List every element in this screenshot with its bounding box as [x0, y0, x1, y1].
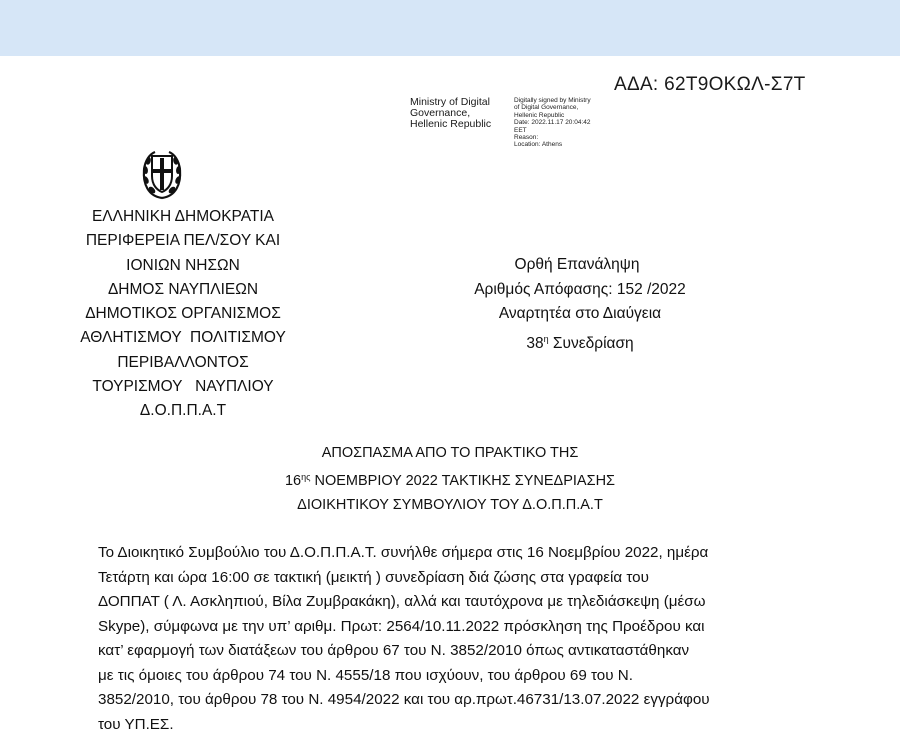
- signer-line: Governance,: [410, 107, 471, 119]
- body-line: 3852/2010, του άρθρου 78 του Ν. 4954/2022 και του αρ.πρωτ.46731/13.07.2022 εγγράφου: [98, 691, 710, 708]
- decision-label: Αριθμός Απόφασης:: [474, 280, 613, 298]
- authority-line: ΔΗΜΟΣ ΝΑΥΠΛΙΕΩΝ: [107, 280, 259, 298]
- signature-signer: [410, 97, 491, 130]
- authority-line: Δ.Ο.Π.Π.Α.Τ: [139, 402, 227, 420]
- signer-line: Ministry of Digital: [410, 96, 490, 108]
- excerpt-line: ΑΠΟΣΠΑΣΜΑ ΑΠΟ ΤΟ ΠΡΑΚΤΙΚΟ ΤΗΣ: [321, 445, 579, 461]
- decision-number-line: [400, 278, 760, 303]
- authority-line: ΠΕΡΙΒΑΛΛΟΝΤΟΣ: [117, 353, 249, 371]
- excerpt-date-rest: ΝΟΕΜΒΡΙΟΥ 2022 ΤΑΚΤΙΚΗΣ ΣΥΝΕΔΡΙΑΣΗΣ: [314, 473, 616, 489]
- excerpt-line: ΔΙΟΙΚΗΤΙΚΟΥ ΣΥΜΒΟΥΛΙΟΥ ΤΟΥ Δ.Ο.Π.Π.Α.Τ: [297, 497, 603, 513]
- session-line: [400, 327, 760, 357]
- decision-meta: [400, 253, 760, 356]
- ada-code: ΑΔΑ: 62Τ9ΟΚΩΛ-Σ7Τ: [614, 74, 806, 95]
- decision-number: 152 /2022: [616, 280, 686, 298]
- body-line: του ΥΠ.ΕΣ.: [98, 715, 174, 733]
- body-line: με τις όμοιες του άρθρου 74 του Ν. 4555/18 που ισχύουν, του άρθρου 69 του Ν.: [98, 666, 633, 684]
- authority-line: ΔΗΜΟΤΙΚΟΣ ΟΡΓΑΝΙΣΜΟΣ: [85, 305, 281, 323]
- authority-line: ΑΘΛΗΤΙΣΜΟΥ ΠΟΛΙΤΙΣΜΟΥ: [80, 329, 286, 347]
- body-line: Τετάρτη και ώρα 16:00 σε τακτική (μεικτή ) συνεδρίαση διά ζώσης στα γραφεία του: [98, 568, 649, 586]
- session-ordinal: η: [543, 333, 549, 344]
- excerpt-day: 16: [284, 473, 302, 489]
- signer-line: Hellenic Republic: [410, 118, 492, 130]
- body-paragraph: [98, 541, 812, 737]
- session-number: 38: [526, 334, 544, 352]
- excerpt-line: [200, 465, 700, 493]
- signature-detail-line: Reason:: [514, 134, 539, 142]
- body-line: κατ’ εφαρμογή των διατάξεων του άρθρου 67 του Ν. 3852/2010 όπως αντικαταστάθηκαν: [98, 642, 690, 659]
- session-label: Συνεδρίαση: [552, 334, 634, 352]
- greek-coat-of-arms-icon: [142, 146, 182, 200]
- header-band: [0, 0, 900, 56]
- posting-note: Αναρτητέα στο Διαύγεια: [498, 305, 662, 322]
- issuing-authority: [58, 205, 308, 424]
- signature-detail-line: Location: Athens: [514, 141, 563, 149]
- body-line: Το Διοικητικό Συμβούλιο του Δ.Ο.Π.Π.Α.Τ. συνήλθε σήμερα στις 16 Νοεμβρίου 2022, ημέρα: [98, 544, 709, 561]
- body-line: ΔΟΠΠΑΤ ( Λ. Ασκληπιού, Βίλα Ζυμβρακάκη), αλλά και ταυτόχρονα με τηλεδιάσκεψη (μέσω: [98, 593, 706, 610]
- signature-detail-line: Hellenic Republic: [514, 111, 565, 119]
- signature-detail-line: Digitally signed by Ministry: [514, 97, 591, 104]
- authority-line: ΙΟΝΙΩΝ ΝΗΣΩΝ: [126, 256, 240, 274]
- correction-note: Ορθή Επανάληψη: [514, 256, 640, 273]
- signature-detail-line: EET: [514, 126, 527, 134]
- authority-line: ΠΕΡΙΦΕΡΕΙΑ ΠΕΛ/ΣΟΥ ΚΑΙ: [85, 232, 281, 250]
- signature-detail-line: of Digital Governance,: [514, 104, 579, 112]
- excerpt-day-ordinal: ης: [301, 472, 311, 482]
- body-line: Skype), σύμφωνα με την υπ’ αριθμ. Πρωτ: 2564/10.11.2022 πρόσκληση της Προέδρου και: [98, 617, 705, 635]
- authority-line: ΤΟΥΡΙΣΜΟΥ ΝΑΥΠΛΙΟΥ: [92, 378, 274, 396]
- signature-details: [514, 97, 591, 149]
- excerpt-heading: [200, 441, 700, 517]
- authority-line: ΕΛΛΗΝΙΚΗ ΔΗΜΟΚΡΑΤΙΑ: [91, 208, 275, 225]
- signature-detail-line: Date: 2022.11.17 20:04:42: [514, 119, 591, 127]
